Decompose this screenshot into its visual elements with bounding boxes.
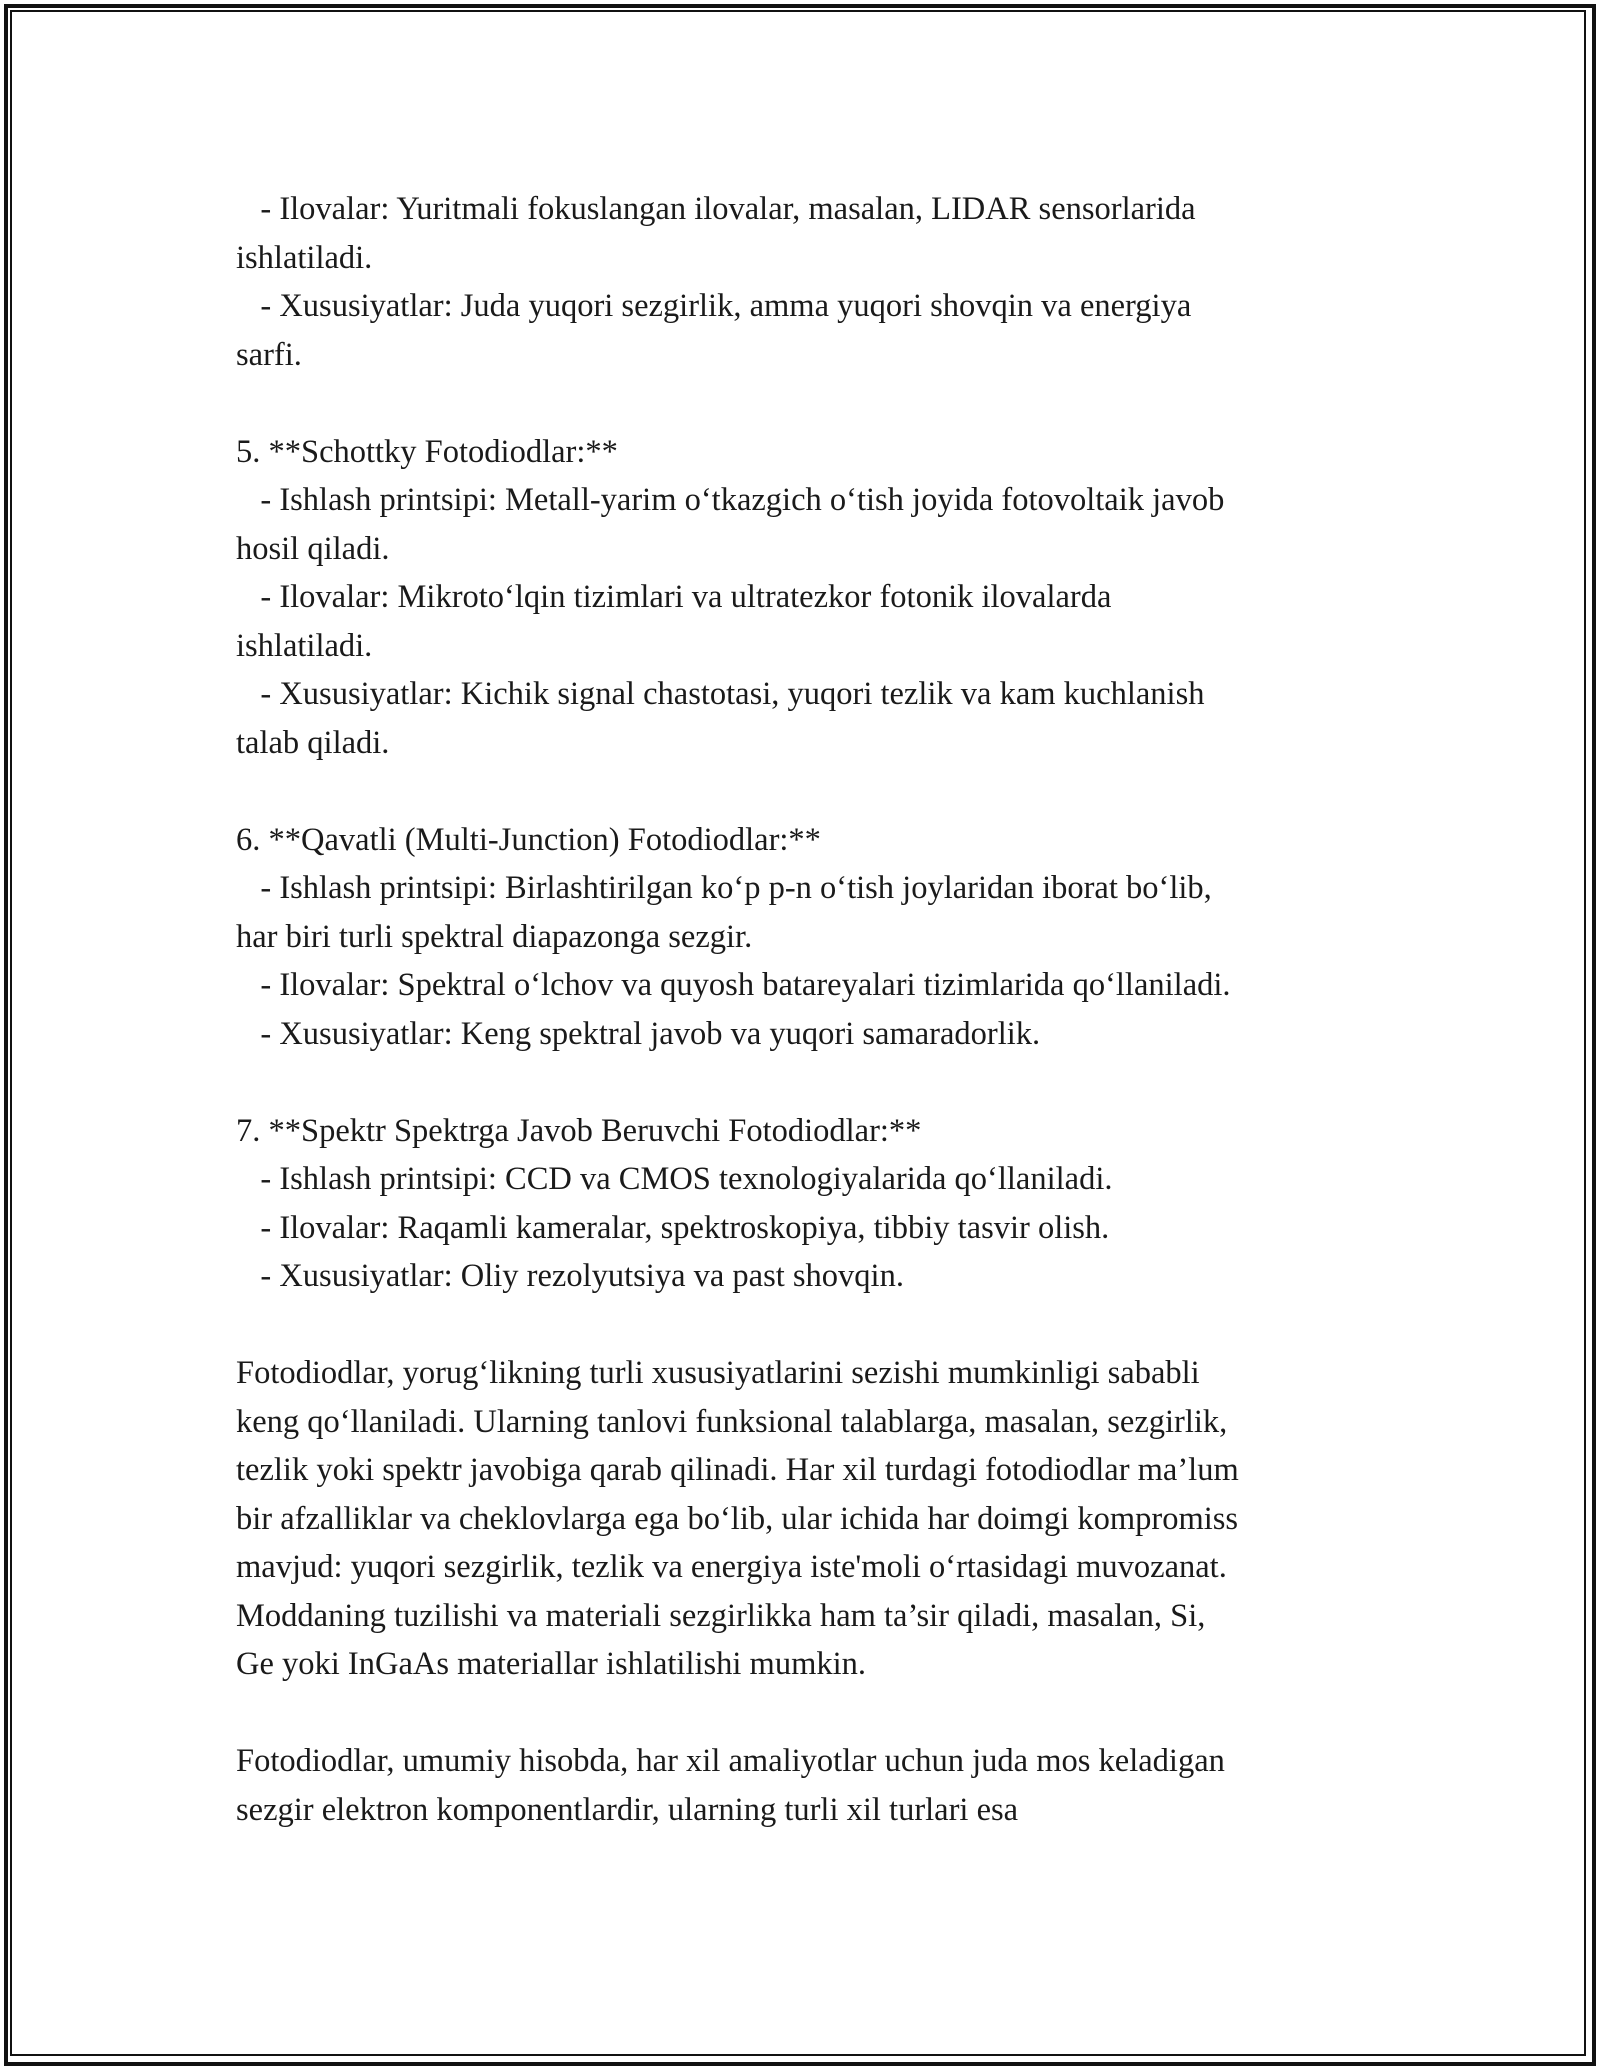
text-line: - Ishlash printsipi: Metall-yarim o‘tkazgich o‘tish joyida fotovoltaik javob	[236, 482, 1225, 518]
text-line: - Xususiyatlar: Juda yuqori sezgirlik, amma yuqori shovqin va energiya	[236, 288, 1192, 324]
blank-line	[236, 379, 1376, 428]
document-body	[236, 185, 1376, 1834]
text-line: - Ilovalar: Raqamli kameralar, spektroskopiya, tibbiy tasvir olish.	[236, 1209, 1110, 1246]
paragraph-line: keng qo‘llaniladi. Ularning tanlovi funksional talablarga, masalan, sezgirlik,	[236, 1403, 1228, 1440]
paragraph-line: Ge yoki InGaAs materiallar ishlatilishi mumkin.	[236, 1646, 867, 1682]
paragraph-line: sezgir elektron komponentlardir, ularning turli xil turlari esa	[236, 1791, 1019, 1828]
blank-line	[236, 767, 1376, 816]
section-heading: 6. **Qavatli (Multi-Junction) Fotodiodlar:**	[236, 821, 821, 858]
blank-line	[236, 1301, 1376, 1350]
text-line: har biri turli spektral diapazonga sezgir.	[236, 918, 753, 955]
text-line: - Xususiyatlar: Oliy rezolyutsiya va past shovqin.	[236, 1258, 904, 1294]
text-line: ishlatiladi.	[236, 239, 373, 276]
text-line: talab qiladi.	[236, 724, 390, 761]
text-line: - Ilovalar: Spektral o‘lchov va quyosh batareyalari tizimlarida qo‘llaniladi.	[236, 967, 1231, 1003]
paragraph-line: bir afzalliklar va cheklovlarga ega bo‘lib, ular ichida har doimgi kompromiss	[236, 1500, 1239, 1537]
paragraph-line: Moddaning tuzilishi va materiali sezgirlikka ham ta’sir qiladi, masalan, Si,	[236, 1597, 1206, 1634]
text-line: - Ilovalar: Yuritmali fokuslangan ilovalar, masalan, LIDAR sensorlarida	[236, 191, 1196, 227]
paragraph-line: tezlik yoki spektr javobiga qarab qilinadi. Har xil turdagi fotodiodlar ma’lum	[236, 1452, 1239, 1488]
text-line: - Ishlash printsipi: CCD va CMOS texnologiyalarida qo‘llaniladi.	[236, 1161, 1113, 1197]
text-line: sarfi.	[236, 336, 302, 373]
blank-line	[236, 1058, 1376, 1107]
text-line: ishlatiladi.	[236, 627, 373, 664]
paragraph-line: mavjud: yuqori sezgirlik, tezlik va energiya iste'moli o‘rtasidagi muvozanat.	[236, 1549, 1227, 1585]
section-heading: 5. **Schottky Fotodiodlar:**	[236, 433, 618, 470]
text-line: - Xususiyatlar: Keng spektral javob va yuqori samaradorlik.	[236, 1015, 1041, 1052]
paragraph-line: Fotodiodlar, yorug‘likning turli xususiyatlarini sezishi mumkinligi sababli	[236, 1355, 1200, 1391]
text-line: - Xususiyatlar: Kichik signal chastotasi, yuqori tezlik va kam kuchlanish	[236, 676, 1205, 712]
text-line: hosil qiladi.	[236, 530, 390, 567]
text-line: - Ishlash printsipi: Birlashtirilgan ko‘p p-n o‘tish joylaridan iborat bo‘lib,	[236, 870, 1212, 906]
text-line: - Ilovalar: Mikroto‘lqin tizimlari va ultratezkor fotonik ilovalarda	[236, 579, 1112, 615]
section-heading: 7. **Spektr Spektrga Javob Beruvchi Fotodiodlar:**	[236, 1112, 922, 1149]
blank-line	[236, 1689, 1376, 1738]
paragraph-line: Fotodiodlar, umumiy hisobda, har xil amaliyotlar uchun juda mos keladigan	[236, 1743, 1225, 1779]
